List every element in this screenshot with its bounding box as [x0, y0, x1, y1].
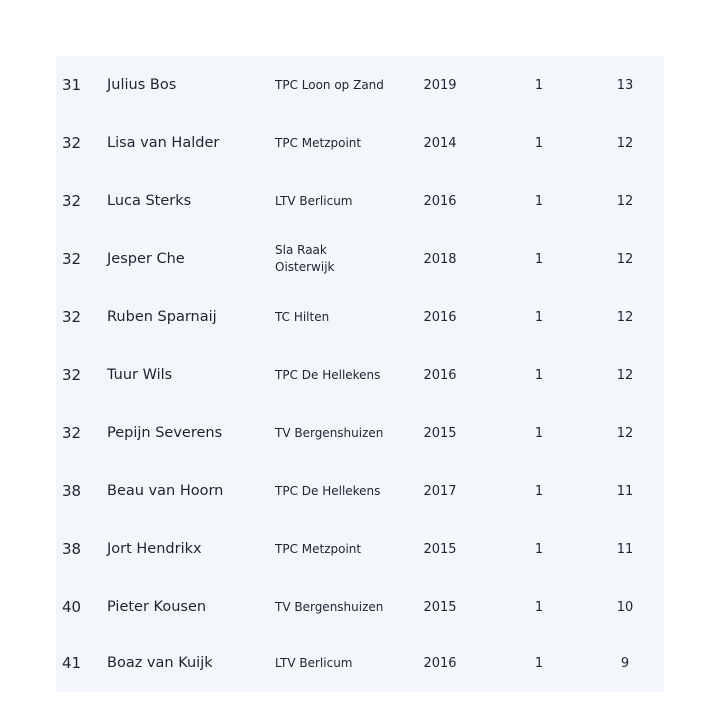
- table-row: [56, 520, 664, 578]
- points-cell: 13: [616, 77, 634, 93]
- club-cell: TPC Metzpoint: [275, 135, 362, 150]
- table-row: [56, 346, 664, 404]
- club-cell: TV Bergenshuizen: [275, 599, 384, 614]
- rank-cell: 32: [62, 308, 82, 326]
- player-name-cell: Luca Sterks: [107, 193, 192, 209]
- count-cell: 1: [534, 251, 544, 267]
- rank-cell: 32: [62, 192, 82, 210]
- year-cell: 2016: [423, 367, 457, 383]
- points-cell: 11: [616, 483, 634, 499]
- rank-cell: 32: [62, 134, 82, 152]
- club-cell: TPC De Hellekens: [275, 483, 381, 498]
- count-cell: 1: [534, 309, 544, 325]
- points-cell: 12: [616, 135, 634, 151]
- count-cell: 1: [534, 77, 544, 93]
- player-name-cell: Pieter Kousen: [107, 599, 207, 615]
- table-row: [56, 578, 664, 636]
- player-name-cell: Pepijn Severens: [107, 425, 223, 441]
- club-cell: TV Bergenshuizen: [275, 425, 384, 440]
- points-cell: 12: [616, 193, 634, 209]
- club-cell: TPC Loon op Zand: [275, 77, 384, 92]
- year-cell: 2015: [423, 425, 457, 441]
- player-name-cell: Beau van Hoorn: [107, 483, 224, 499]
- rank-cell: 32: [62, 250, 82, 268]
- table-row: [56, 404, 664, 462]
- count-cell: 1: [534, 599, 544, 615]
- player-name-cell: Lisa van Halder: [107, 135, 220, 151]
- table-row: [56, 230, 664, 288]
- rank-cell: 31: [62, 76, 82, 94]
- table-row: [56, 462, 664, 520]
- count-cell: 1: [534, 367, 544, 383]
- count-cell: 1: [534, 135, 544, 151]
- player-name-cell: Ruben Sparnaij: [107, 309, 217, 325]
- table-row: [56, 114, 664, 172]
- rank-cell: 40: [62, 598, 82, 616]
- club-cell: TC Hilten: [275, 309, 330, 324]
- player-name-cell: Jort Hendrikx: [107, 541, 202, 557]
- club-cell: TPC Metzpoint: [275, 541, 362, 556]
- rank-cell: 41: [62, 654, 82, 672]
- count-cell: 1: [534, 483, 544, 499]
- table-row: [56, 172, 664, 230]
- year-cell: 2018: [423, 251, 457, 267]
- year-cell: 2017: [423, 483, 457, 499]
- count-cell: 1: [534, 655, 544, 671]
- player-name-cell: Boaz van Kuijk: [107, 655, 213, 671]
- club-cell: LTV Berlicum: [275, 655, 353, 670]
- count-cell: 1: [534, 425, 544, 441]
- rank-cell: 38: [62, 540, 82, 558]
- points-cell: 12: [616, 367, 634, 383]
- rank-cell: 38: [62, 482, 82, 500]
- year-cell: 2014: [423, 135, 457, 151]
- year-cell: 2016: [423, 655, 457, 671]
- player-name-cell: Julius Bos: [107, 77, 177, 93]
- rankings-table: [56, 56, 664, 692]
- points-cell: 11: [616, 541, 634, 557]
- player-name-cell: Jesper Che: [107, 251, 185, 267]
- points-cell: 12: [616, 251, 634, 267]
- year-cell: 2016: [423, 309, 457, 325]
- player-name-cell: Tuur Wils: [107, 367, 173, 383]
- table-row: [56, 634, 664, 692]
- club-cell: Sla Raak Oisterwijk: [275, 243, 335, 274]
- club-cell: TPC De Hellekens: [275, 367, 381, 382]
- points-cell: 10: [616, 599, 634, 615]
- points-cell: 9: [620, 655, 630, 671]
- count-cell: 1: [534, 541, 544, 557]
- year-cell: 2019: [423, 77, 457, 93]
- points-cell: 12: [616, 425, 634, 441]
- rank-cell: 32: [62, 424, 82, 442]
- points-cell: 12: [616, 309, 634, 325]
- table-row: [56, 288, 664, 346]
- club-cell: LTV Berlicum: [275, 193, 353, 208]
- year-cell: 2016: [423, 193, 457, 209]
- rank-cell: 32: [62, 366, 82, 384]
- table-row: [56, 56, 664, 114]
- count-cell: 1: [534, 193, 544, 209]
- year-cell: 2015: [423, 599, 457, 615]
- year-cell: 2015: [423, 541, 457, 557]
